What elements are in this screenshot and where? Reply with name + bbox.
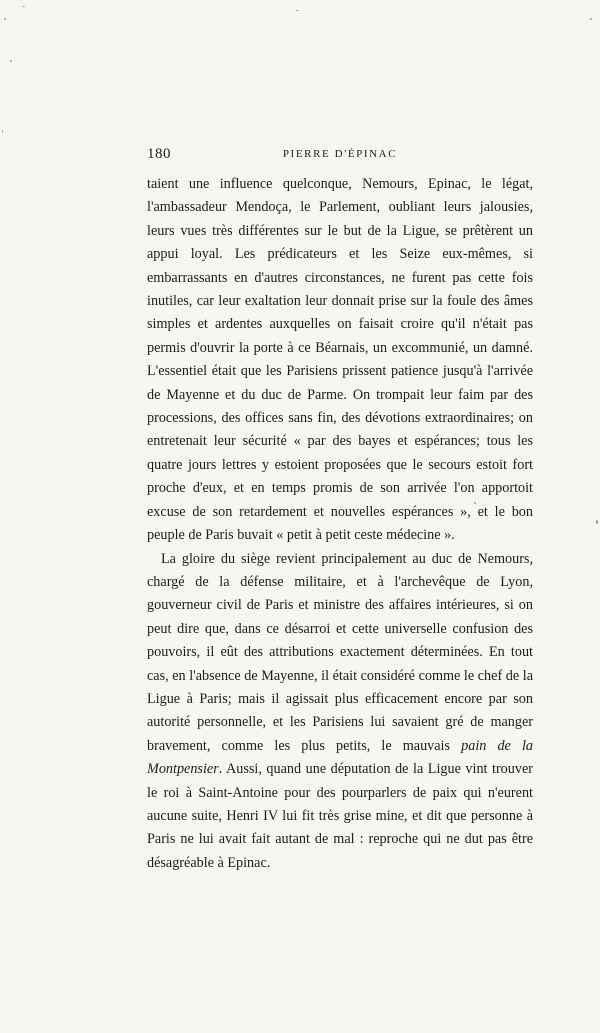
paragraph-1 xyxy=(147,173,533,548)
paragraph-2-text-start: La gloire du siège revient principalement au duc de Nemours, chargé de la défense militaire, et à l'archevêque de Lyon, gouverneur civil de Paris et ministre des affaires intérieures, si on peut dire que, dans ce désarroi et cette universelle confusion des pouvoirs, il eût des attributions exactement déterminées. En tout cas, en l'absence de Mayenne, il était considéré comme le chef de la Ligue à Paris; mais il agissait plus efficacement encore par son autorité personnelle, et les Parisiens lui savaient gré de manger bravement, comme les plus petits, le mauvais xyxy=(147,550,533,754)
paragraph-2 xyxy=(147,548,533,876)
italic-phrase: pain de la Montpensier xyxy=(147,737,533,778)
paper-speck xyxy=(4,18,6,20)
paper-speck xyxy=(2,130,3,133)
body-text xyxy=(147,173,533,875)
paper-speck xyxy=(596,520,598,524)
paper-speck xyxy=(296,10,299,11)
page-number: 180 xyxy=(147,146,171,162)
paper-speck xyxy=(10,60,12,62)
running-title: PIERRE D'ÉPINAC xyxy=(282,148,398,160)
paragraph-2-text-end: . Aussi, quand une députation de la Ligue vint trouver le roi à Saint-Antoine pour des pourparlers de paix qui n'eurent aucune suite, Henri IV lui fit très grise mine, et dit que personne à Paris ne lui avait fait autant de mal : reproche qui ne dut pas être désagréable à Epinac. xyxy=(147,761,533,871)
page-header xyxy=(147,146,533,166)
paper-speck xyxy=(590,18,592,20)
paragraph-1-text: taient une influence quelconque, Nemours, Epinac, le légat, l'ambassadeur Mendoça, le Parlement, oubliant leurs jalousies, leurs vues très différentes sur le but de la Ligue, se prêtèrent un appui loyal. Les prédicateurs et les Seize eux-mêmes, si embarrassants en d'autres circonstances, ne furent pas cette fois inutiles, car leur exaltation leur donnait prise sur la foule des âmes simples et ardentes auxquelles on faisait croire qu'il n'était pas permis d'ouvrir la porte à ce Béarnais, un excommunié, un damné. L'essentiel était que les Parisiens prissent patience jusqu'à l'arrivée de Mayenne et du duc de Parme. On trompait leur faim par des processions, des offices sans fin, des dévotions extraordinaires; on entretenait leur sécurité « par des bayes et espérances; tous les quatre jours lettres y estoient proposées que le secours estoit fort proche d'eux, et en temps promis de son arrivée l'on apportoit excuse de son retardement et nouvelles espérances », et le bon peuple de Paris buvait « petit à petit ceste médecine ». xyxy=(147,176,533,544)
paper-speck xyxy=(22,6,25,7)
